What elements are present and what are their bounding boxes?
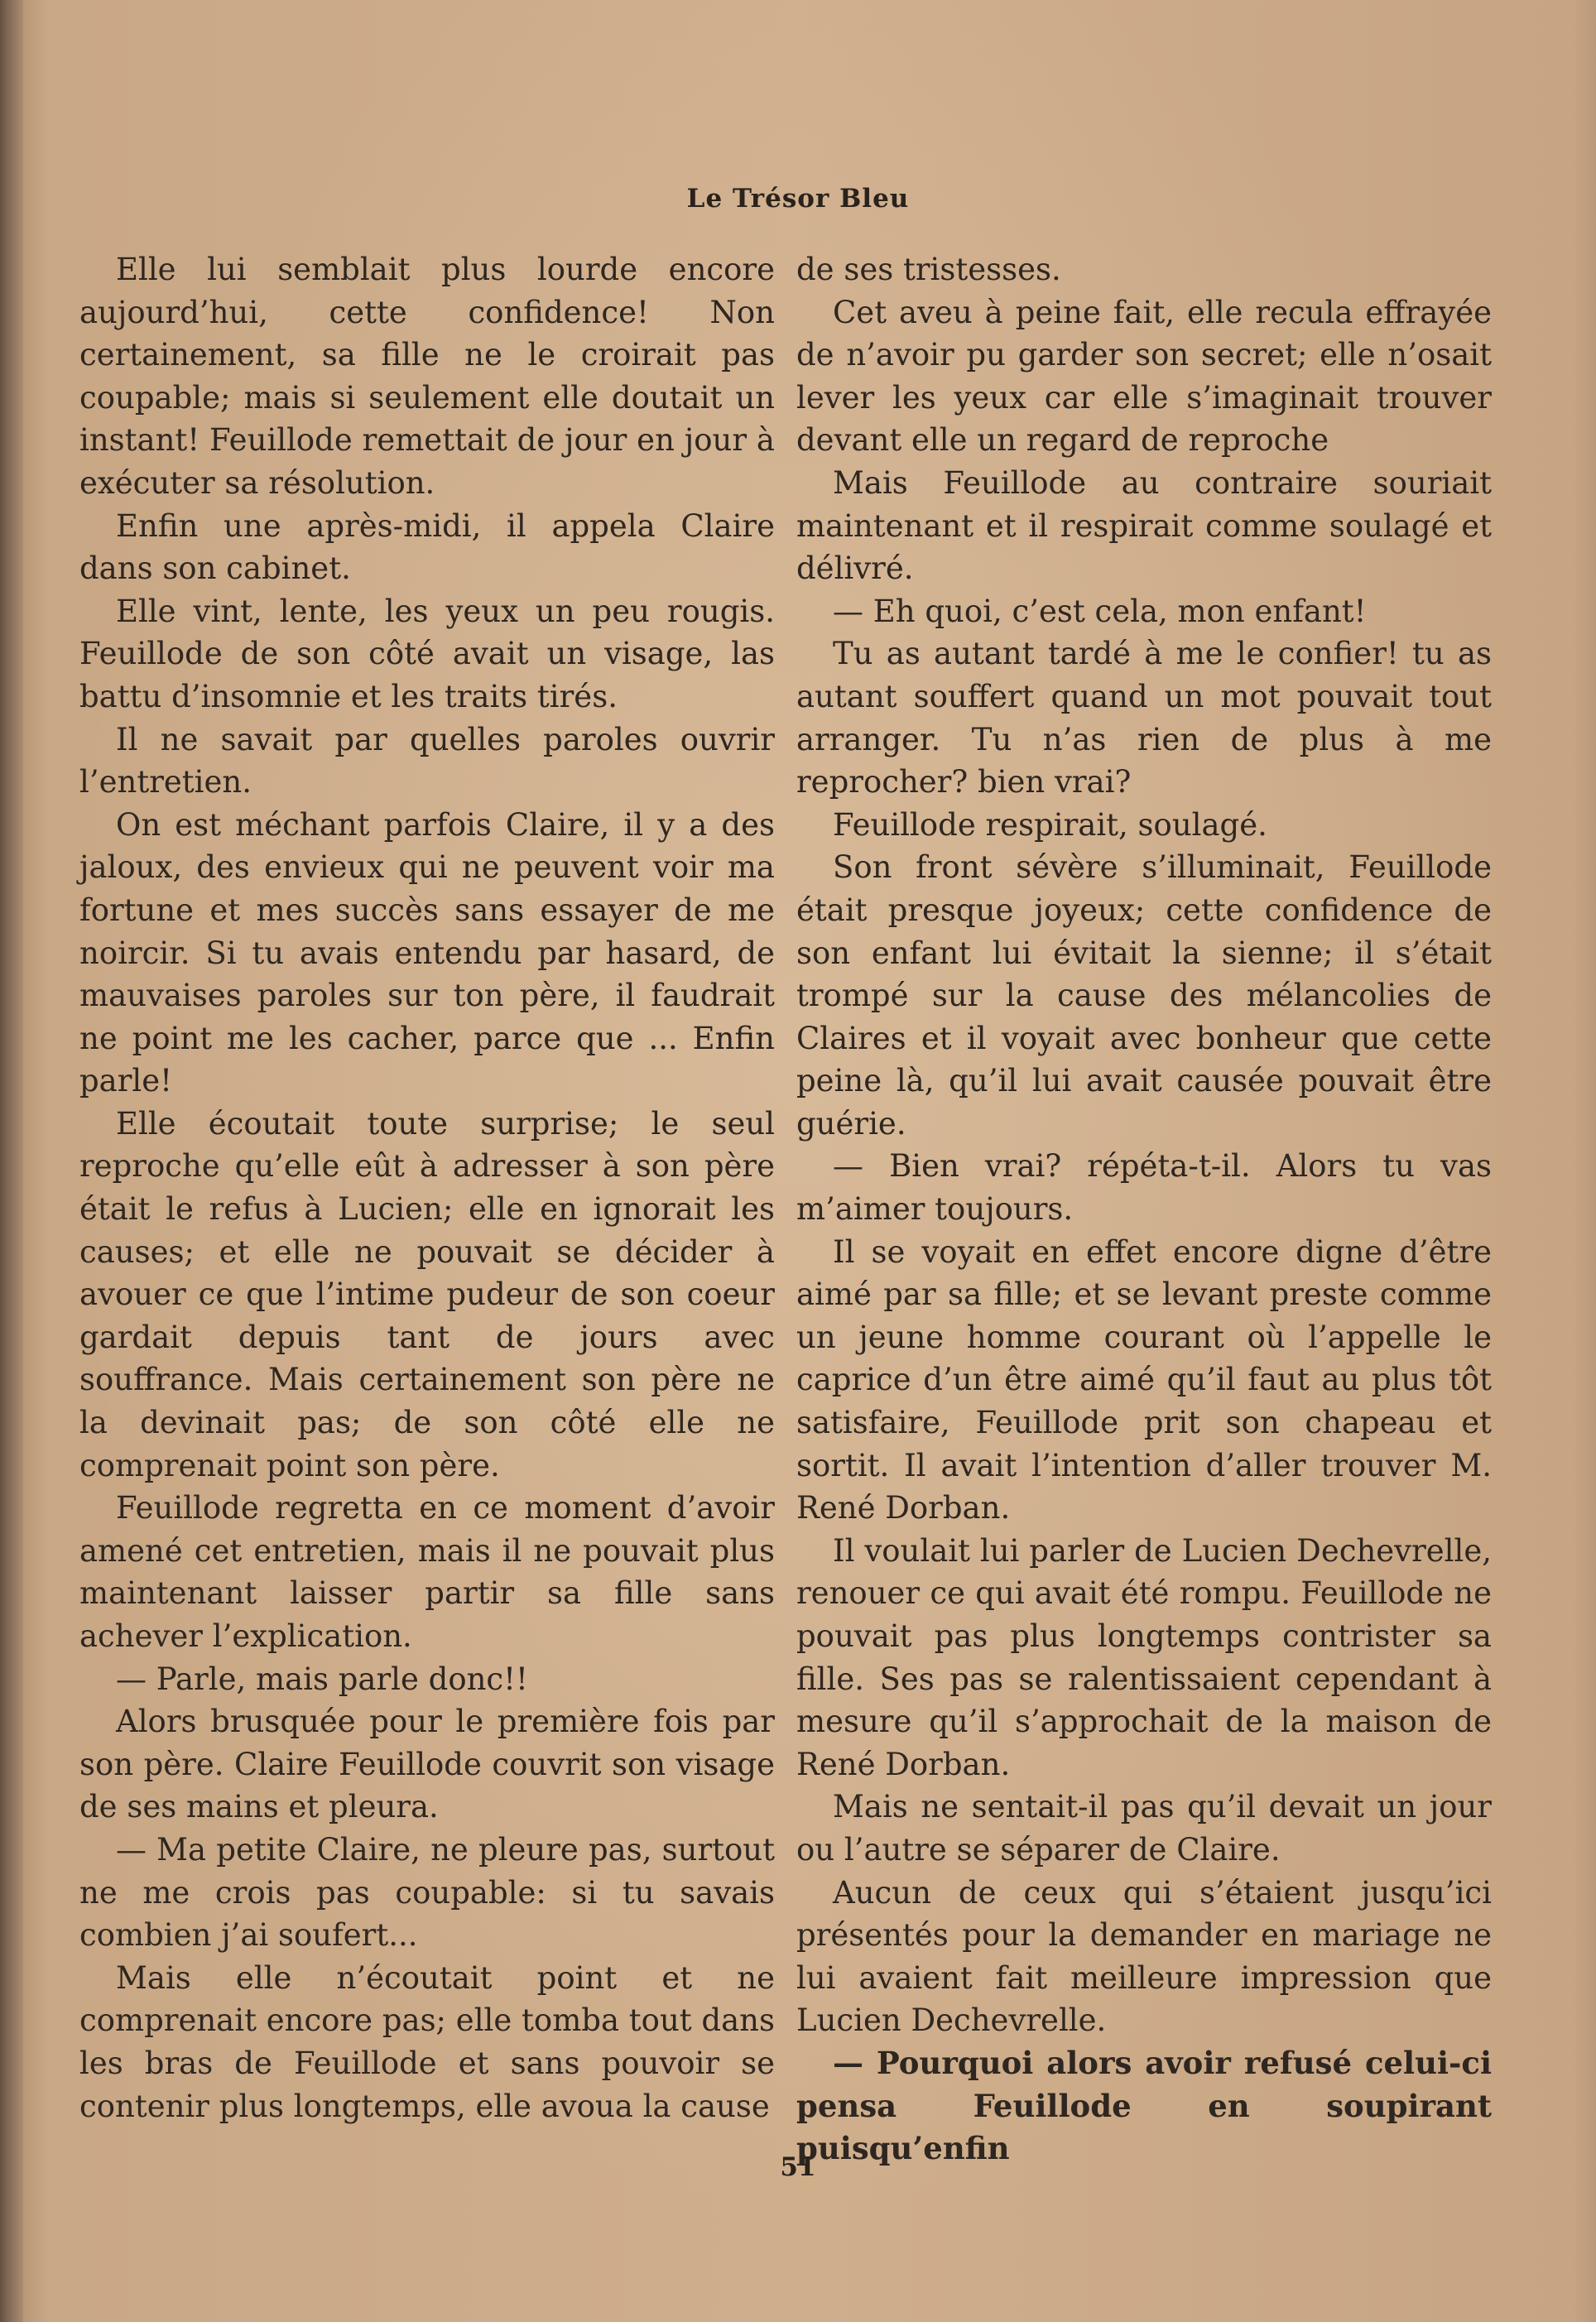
paragraph: Il ne savait par quelles paroles ouvrir l’entretien. <box>79 721 775 800</box>
right-column <box>796 248 1492 2171</box>
paragraph: Elle vint, lente, les yeux un peu rougis. Feuillode de son côté avait un visage, las battu d’insomnie et les traits tirés. <box>79 593 775 714</box>
running-title: Le Trésor Bleu <box>686 184 910 214</box>
paragraph: Feuillode regretta en ce moment d’avoir amené cet entretien, mais il ne pouvait plus maintenant laisser partir sa fille sans achever l’explication. <box>79 1490 775 1654</box>
paragraph: Alors brusquée pour le première fois par son père. Claire Feuillode couvrit son visage de ses mains et pleura. <box>79 1704 775 1825</box>
paragraph: — Bien vrai? répéta-t-il. Alors tu vas m’aimer toujours. <box>796 1148 1492 1228</box>
paragraph: Enfin une après-midi, il appela Claire dans son cabinet. <box>79 507 775 587</box>
paragraph: Son front sévère s’illuminait, Feuillode était presque joyeux; cette confidence de son enfant lui évitait la sienne; il s’était trompé sur la cause des mélancolies de Claires et il voyait avec bonheur que cette peine là, qu’il lui avait causée pouvait être guérie. <box>796 849 1492 1142</box>
page-number: 51 <box>780 2152 816 2182</box>
paragraph: Tu as autant tardé à me le confier! tu as autant souffert quand un mot pouvait tout arranger. Tu n’as rien de plus à me reprocher? bien vrai? <box>796 636 1492 800</box>
paragraph: On est méchant parfois Claire, il y a des jaloux, des envieux qui ne peuvent voir ma fortune et mes succès sans essayer de me noircir. Si tu avais entendu par hasard, de mauvaises paroles sur ton père, il faudrait ne point me les cacher, parce que ... Enfin parle! <box>79 806 775 1099</box>
paragraph: Elle écoutait toute surprise; le seul reproche qu’elle eût à adresser à son père était le refus à Lucien; elle en ignorait les causes; et elle ne pouvait se décider à avouer ce que l’intime pudeur de son coeur gardait depuis tant de jours avec souffrance. Mais certainement son père ne la devinait pas; de son côté elle ne comprenait point son père. <box>79 1105 775 1483</box>
paragraph: Mais ne sentait-il pas qu’il devait un jour ou l’autre se séparer de Claire. <box>796 1789 1492 1868</box>
paragraph: — Eh quoi, c’est cela, mon enfant! <box>833 593 1367 629</box>
left-column <box>79 248 775 2127</box>
paragraph-continuation: de ses tristesses. <box>796 252 1061 287</box>
paragraph: — Ma petite Claire, ne pleure pas, surtout ne me crois pas coupable: si tu savais combien j’ai soufert... <box>79 1831 775 1954</box>
paragraph: Il voulait lui parler de Lucien Dechevrelle, renouer ce qui avait été rompu. Feuillode ne pouvait pas plus longtemps contrister sa fille. Ses pas se ralentissaient cependant à mesure qu’il s’approchait de la maison de René Dorban. <box>796 1532 1492 1782</box>
paragraph: Mais elle n’écoutait point et ne comprenait encore pas; elle tomba tout dans les bras de Feuillode et sans pouvoir se contenir plus longtemps, elle avoua la cause <box>79 1959 775 2124</box>
paragraph: Cet aveu à peine fait, elle recula effrayée de n’avoir pu garder son secret; elle n’osait lever les yeux car elle s’imaginait trouver devant elle un regard de reproche <box>796 294 1492 459</box>
paragraph: Feuillode respirait, soulagé. <box>833 806 1267 843</box>
paragraph: — Parle, mais parle donc!! <box>116 1661 528 1697</box>
paragraph: — Pourquoi alors avoir refusé celui-ci pensa Feuillode en soupirant puisqu’enfin <box>796 2044 1492 2167</box>
paragraph: Aucun de ceux qui s’étaient jusqu’ici présentés pour la demander en mariage ne lui avaient fait meilleure impression que Lucien Dechevrelle. <box>796 1874 1492 2039</box>
paragraph: Il se voyait en effet encore digne d’être aimé par sa fille; et se levant preste comme un jeune homme courant où l’appelle le caprice d’un être aimé qu’il faut au plus tôt satisfaire, Feuillode prit son chapeau et sortit. Il avait l’intention d’aller trouver M. René Dorban. <box>796 1233 1492 1526</box>
paragraph: Elle lui semblait plus lourde encore aujourd’hui, cette confidence! Non certainement, sa fille ne le croirait pas coupable; mais si seulement elle doutait un instant! Feuillode remettait de jour en jour à exécuter sa résolution. <box>79 252 775 501</box>
paragraph: Mais Feuillode au contraire souriait maintenant et il respirait comme soulagé et délivré. <box>796 464 1492 587</box>
page-spine-shadow <box>0 0 23 2322</box>
